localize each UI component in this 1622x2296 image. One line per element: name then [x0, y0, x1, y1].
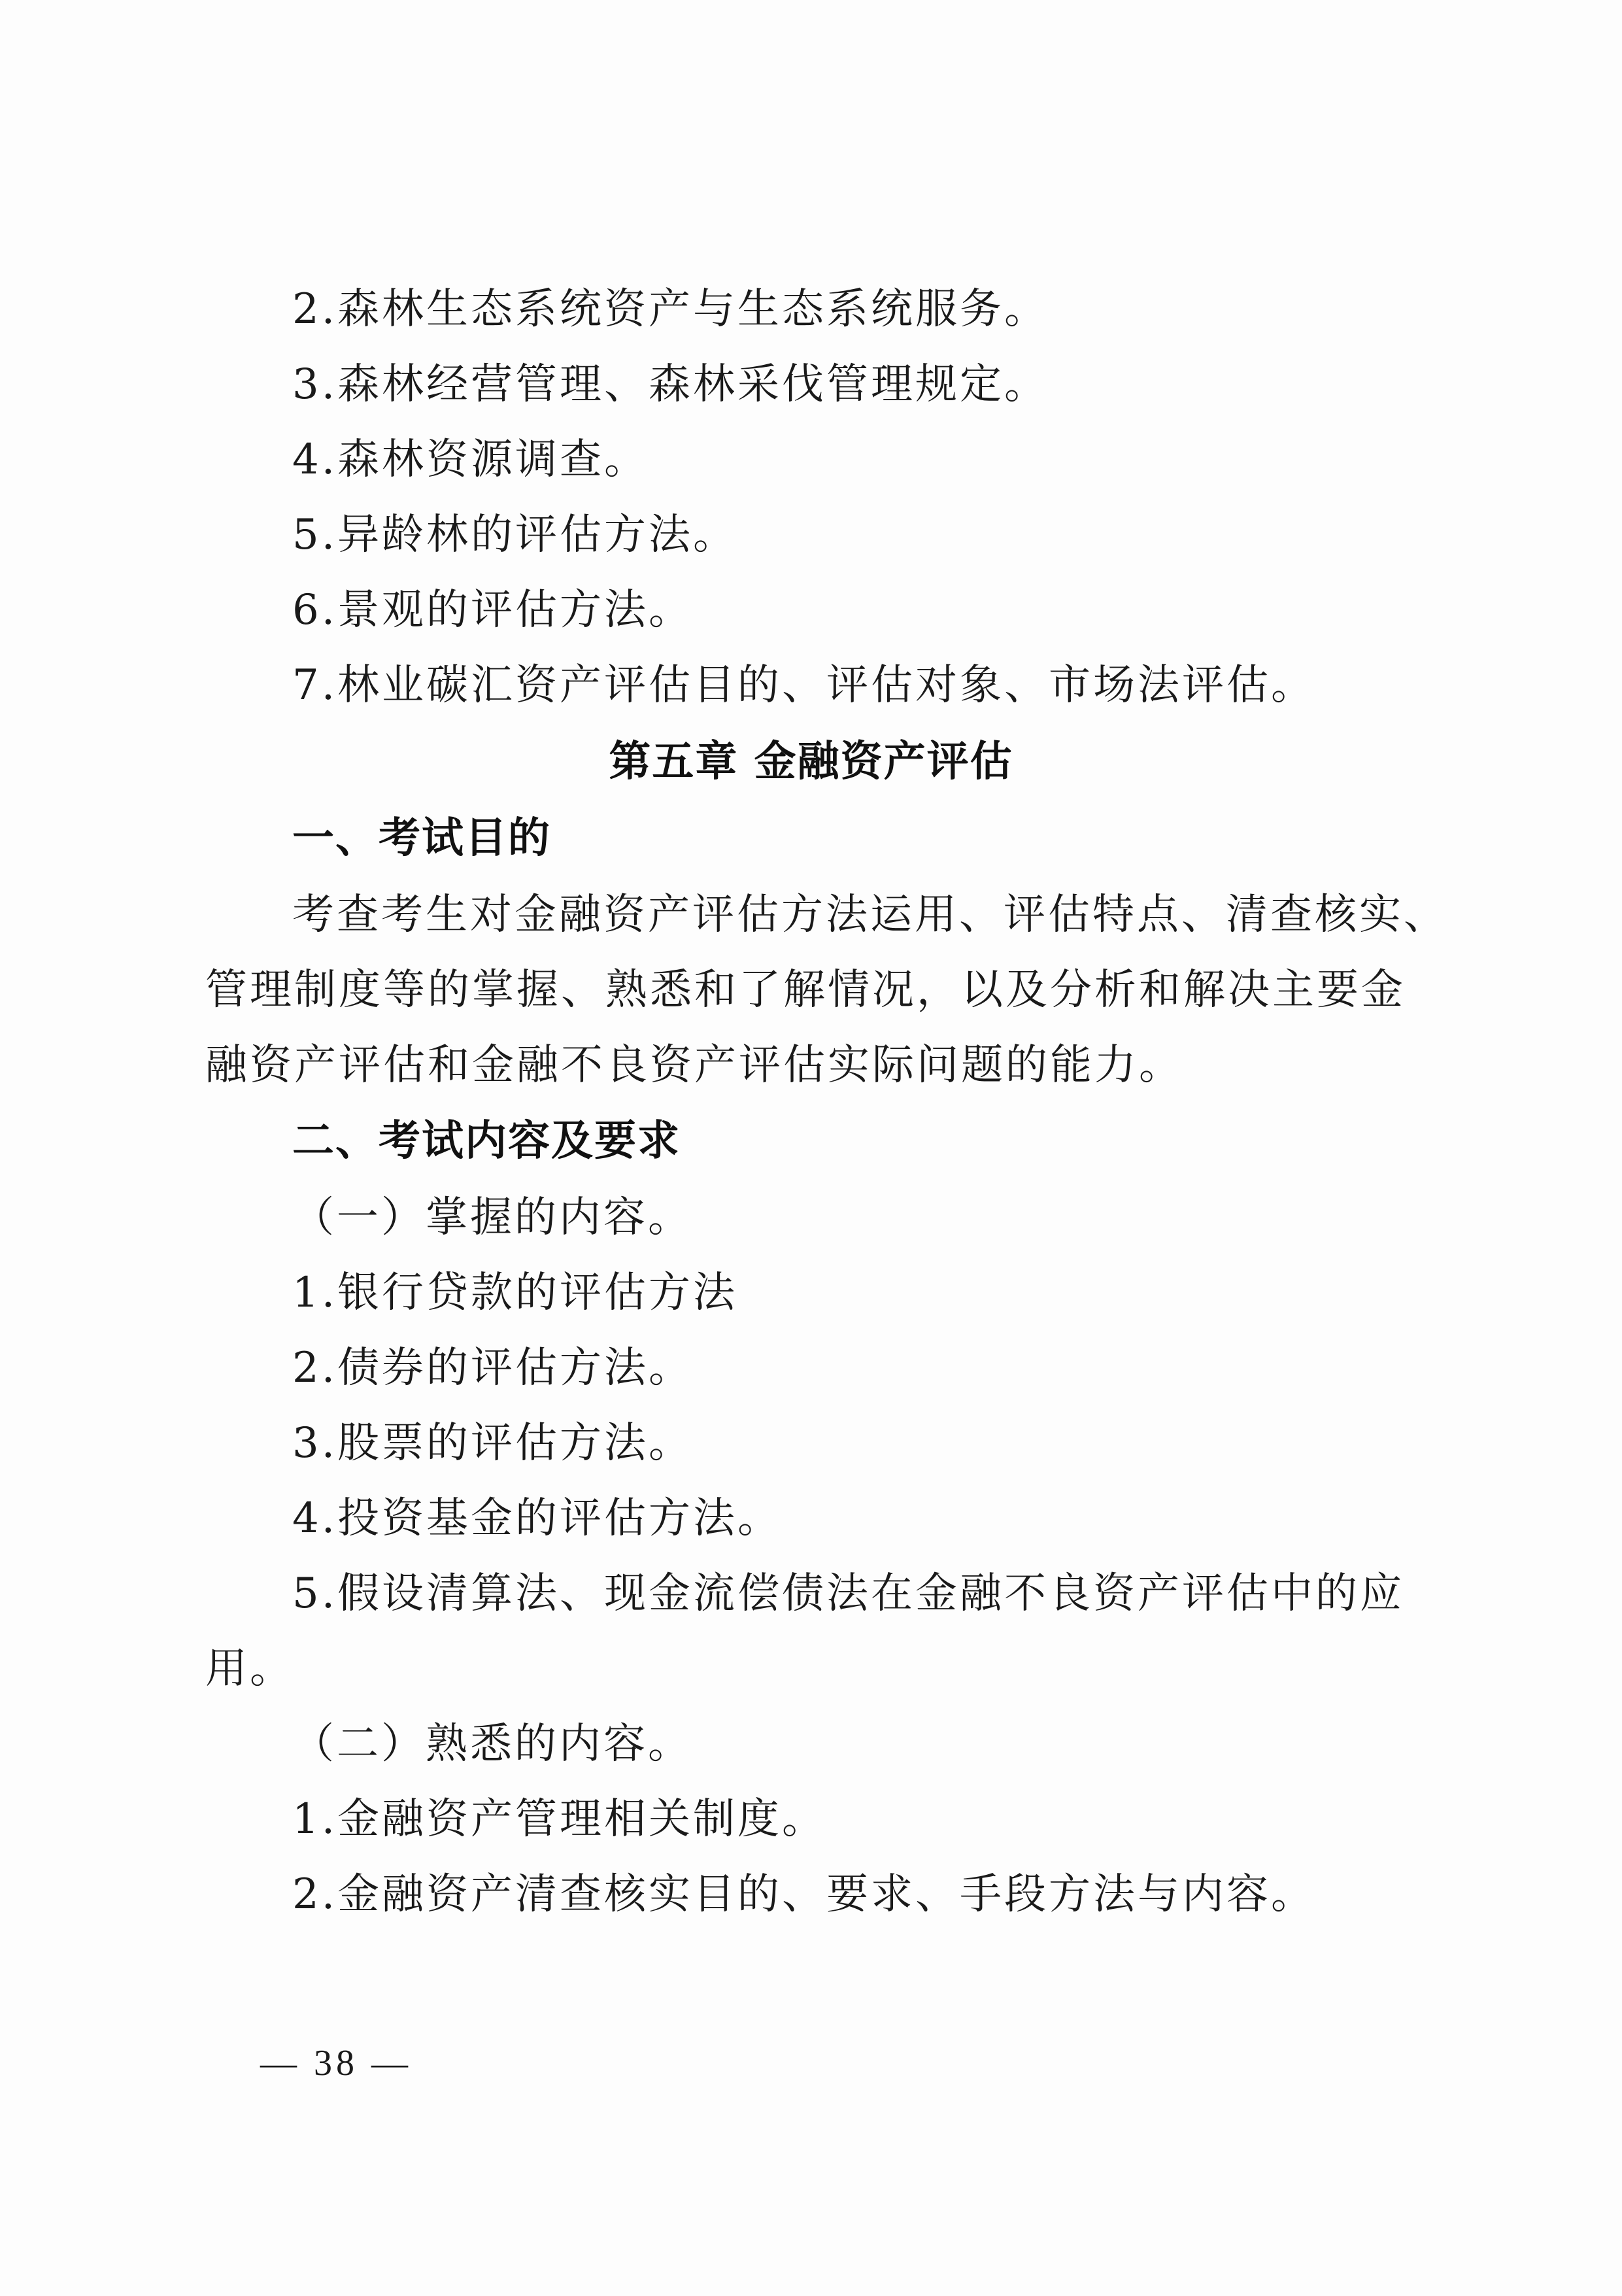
paragraph-line-1: 考查考生对金融资产评估方法运用、评估特点、清查核实、 — [292, 891, 1448, 939]
master-item-1: 1.银行贷款的评估方法 — [292, 1269, 738, 1317]
subsection-master: （一）掌握的内容。 — [292, 1193, 692, 1242]
master-item-5: 5.假设清算法、现金流偿债法在金融不良资产评估中的应 — [292, 1569, 1405, 1618]
master-item-4: 4.投资基金的评估方法。 — [292, 1494, 783, 1543]
paragraph-line-3: 融资产评估和金融不良资产评估实际问题的能力。 — [205, 1041, 1183, 1089]
section-heading-exam-purpose: 一、考试目的 — [292, 814, 551, 863]
forest-item-7: 7.林业碳汇资产评估目的、评估对象、市场法评估。 — [292, 661, 1316, 710]
section-heading-exam-content: 二、考试内容及要求 — [292, 1117, 681, 1165]
forest-item-4: 4.森林资源调查。 — [292, 436, 649, 484]
familiar-item-1: 1.金融资产管理相关制度。 — [292, 1795, 827, 1843]
forest-item-2: 2.森林生态系统资产与生态系统服务。 — [292, 285, 1049, 334]
page-number: — 38 — — [260, 2043, 412, 2083]
subsection-familiar: （二）熟悉的内容。 — [292, 1720, 692, 1768]
chapter-title: 第五章 金融资产评估 — [609, 738, 1013, 786]
forest-item-6: 6.景观的评估方法。 — [292, 586, 694, 634]
master-item-5-continued: 用。 — [205, 1645, 294, 1693]
familiar-item-2: 2.金融资产清查核实目的、要求、手段方法与内容。 — [292, 1870, 1316, 1919]
forest-item-3: 3.森林经营管理、森林采伐管理规定。 — [292, 360, 1049, 409]
master-item-2: 2.债券的评估方法。 — [292, 1344, 694, 1392]
forest-item-5: 5.异龄林的评估方法。 — [292, 511, 738, 559]
master-item-3: 3.股票的评估方法。 — [292, 1419, 694, 1467]
paragraph-line-2: 管理制度等的掌握、熟悉和了解情况，以及分析和解决主要金 — [205, 966, 1406, 1014]
